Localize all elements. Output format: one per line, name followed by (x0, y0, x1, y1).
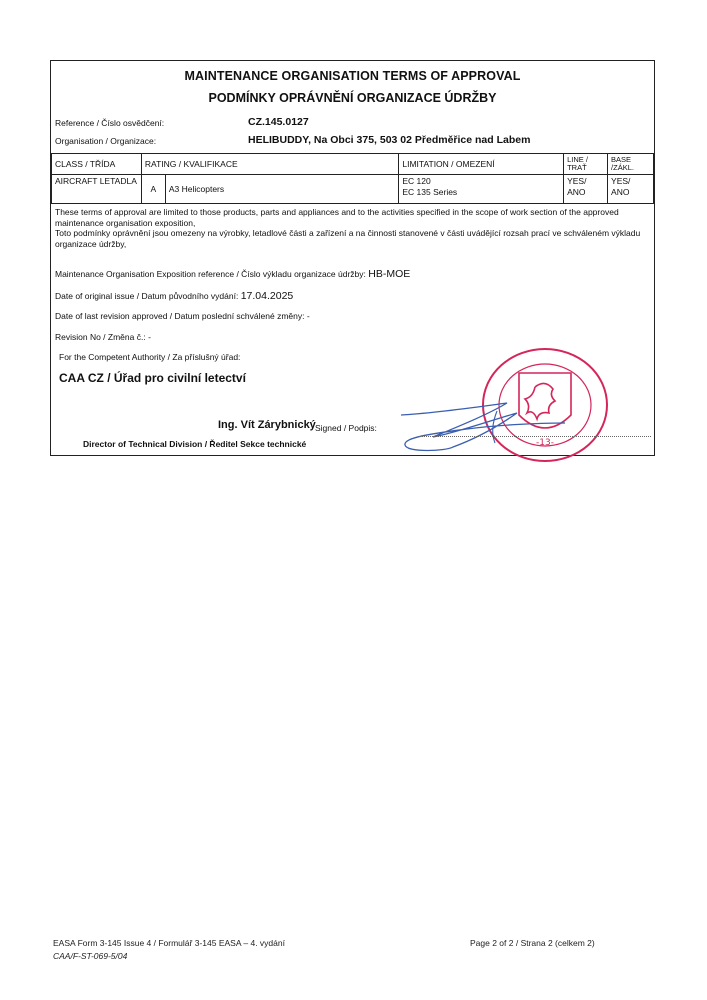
stamp-number: -13- (536, 438, 554, 448)
cell-limitation (399, 175, 564, 204)
cell-class: AIRCRAFT LETADLA (52, 175, 142, 204)
limitation-2: EC 135 Series (402, 187, 458, 197)
header-base: BASE /ZÁKL. (608, 154, 654, 175)
last-revision-line (55, 311, 310, 321)
exposition-line (55, 268, 410, 280)
organisation-label: Organisation / Organizace: (55, 136, 157, 146)
exposition-label: Maintenance Organisation Exposition reference / Číslo výkladu organizace údržby: (55, 269, 366, 279)
authority-label: For the Competent Authority / Za příslušný úřad: (59, 352, 241, 362)
last-revision-label: Date of last revision approved / Datum poslední schválené změny: (55, 311, 305, 321)
reference-label: Reference / Číslo osvědčení: (55, 118, 165, 128)
exposition-value: HB-MOE (368, 268, 411, 280)
original-issue-label: Date of original issue / Datum původního vydání: (55, 291, 239, 301)
footer-form-line1: EASA Form 3-145 Issue 4 / Formulář 3-145 EASA – 4. vydání (53, 938, 285, 948)
signatory-name: Ing. Vít Zárybnický (218, 419, 316, 431)
revision-no-value: - (148, 332, 151, 342)
authority-value: CAA CZ / Úřad pro civilní letectví (59, 371, 246, 385)
cell-line: YES/ ANO (564, 175, 608, 204)
footer-page: Page 2 of 2 / Strana 2 (celkem 2) (470, 938, 595, 948)
header-class: CLASS / TŘÍDA (52, 154, 142, 175)
limitation-1: EC 120 (402, 176, 431, 186)
original-issue-line (55, 290, 293, 302)
terms-english: These terms of approval are limited to those products, parts and appliances and to the activities specified in the scope of work section of the approved maintenance organisation exposition, (55, 207, 619, 228)
signature-line (419, 436, 651, 437)
table-row (52, 175, 654, 204)
terms-text (55, 207, 652, 249)
terms-czech: Toto podmínky oprávnění jsou omezeny na výrobky, letadlové části a zařízení a na činnosti stanovené v části uvádějící rozsah prací ve schváleném výkladu organizace údržby, (55, 228, 641, 249)
organisation-value: HELIBUDDY, Na Obci 375, 503 02 Předměřice nad Labem (248, 134, 531, 146)
revision-no-label: Revision No / Změna č.: (55, 332, 146, 342)
last-revision-value: - (306, 311, 310, 321)
ratings-table (51, 153, 654, 204)
header-line: LINE / TRAŤ (564, 154, 608, 175)
cell-rating-code: A (141, 175, 165, 204)
reference-value: CZ.145.0127 (248, 116, 309, 128)
cell-rating-desc: A3 Helicopters (165, 175, 399, 204)
header-rating: RATING / KVALIFIKACE (141, 154, 398, 175)
title-english: MAINTENANCE ORGANISATION TERMS OF APPROVAL (184, 69, 521, 83)
signed-label: Signed / Podpis: (315, 423, 377, 433)
signatory-position: Director of Technical Division / Ředitel Sekce technické (83, 439, 307, 449)
approval-frame (50, 60, 655, 456)
header-limitation: LIMITATION / OMEZENÍ (399, 154, 564, 175)
cell-base: YES/ ANO (608, 175, 654, 204)
signature-icon (397, 393, 567, 457)
footer-form-line2: CAA/F-ST-069-5/04 (53, 951, 128, 961)
original-issue-value: 17.04.2025 (240, 290, 294, 302)
table-header-row (52, 154, 654, 175)
title-czech: PODMÍNKY OPRÁVNĚNÍ ORGANIZACE ÚDRŽBY (208, 91, 497, 105)
revision-no-line (55, 332, 151, 342)
